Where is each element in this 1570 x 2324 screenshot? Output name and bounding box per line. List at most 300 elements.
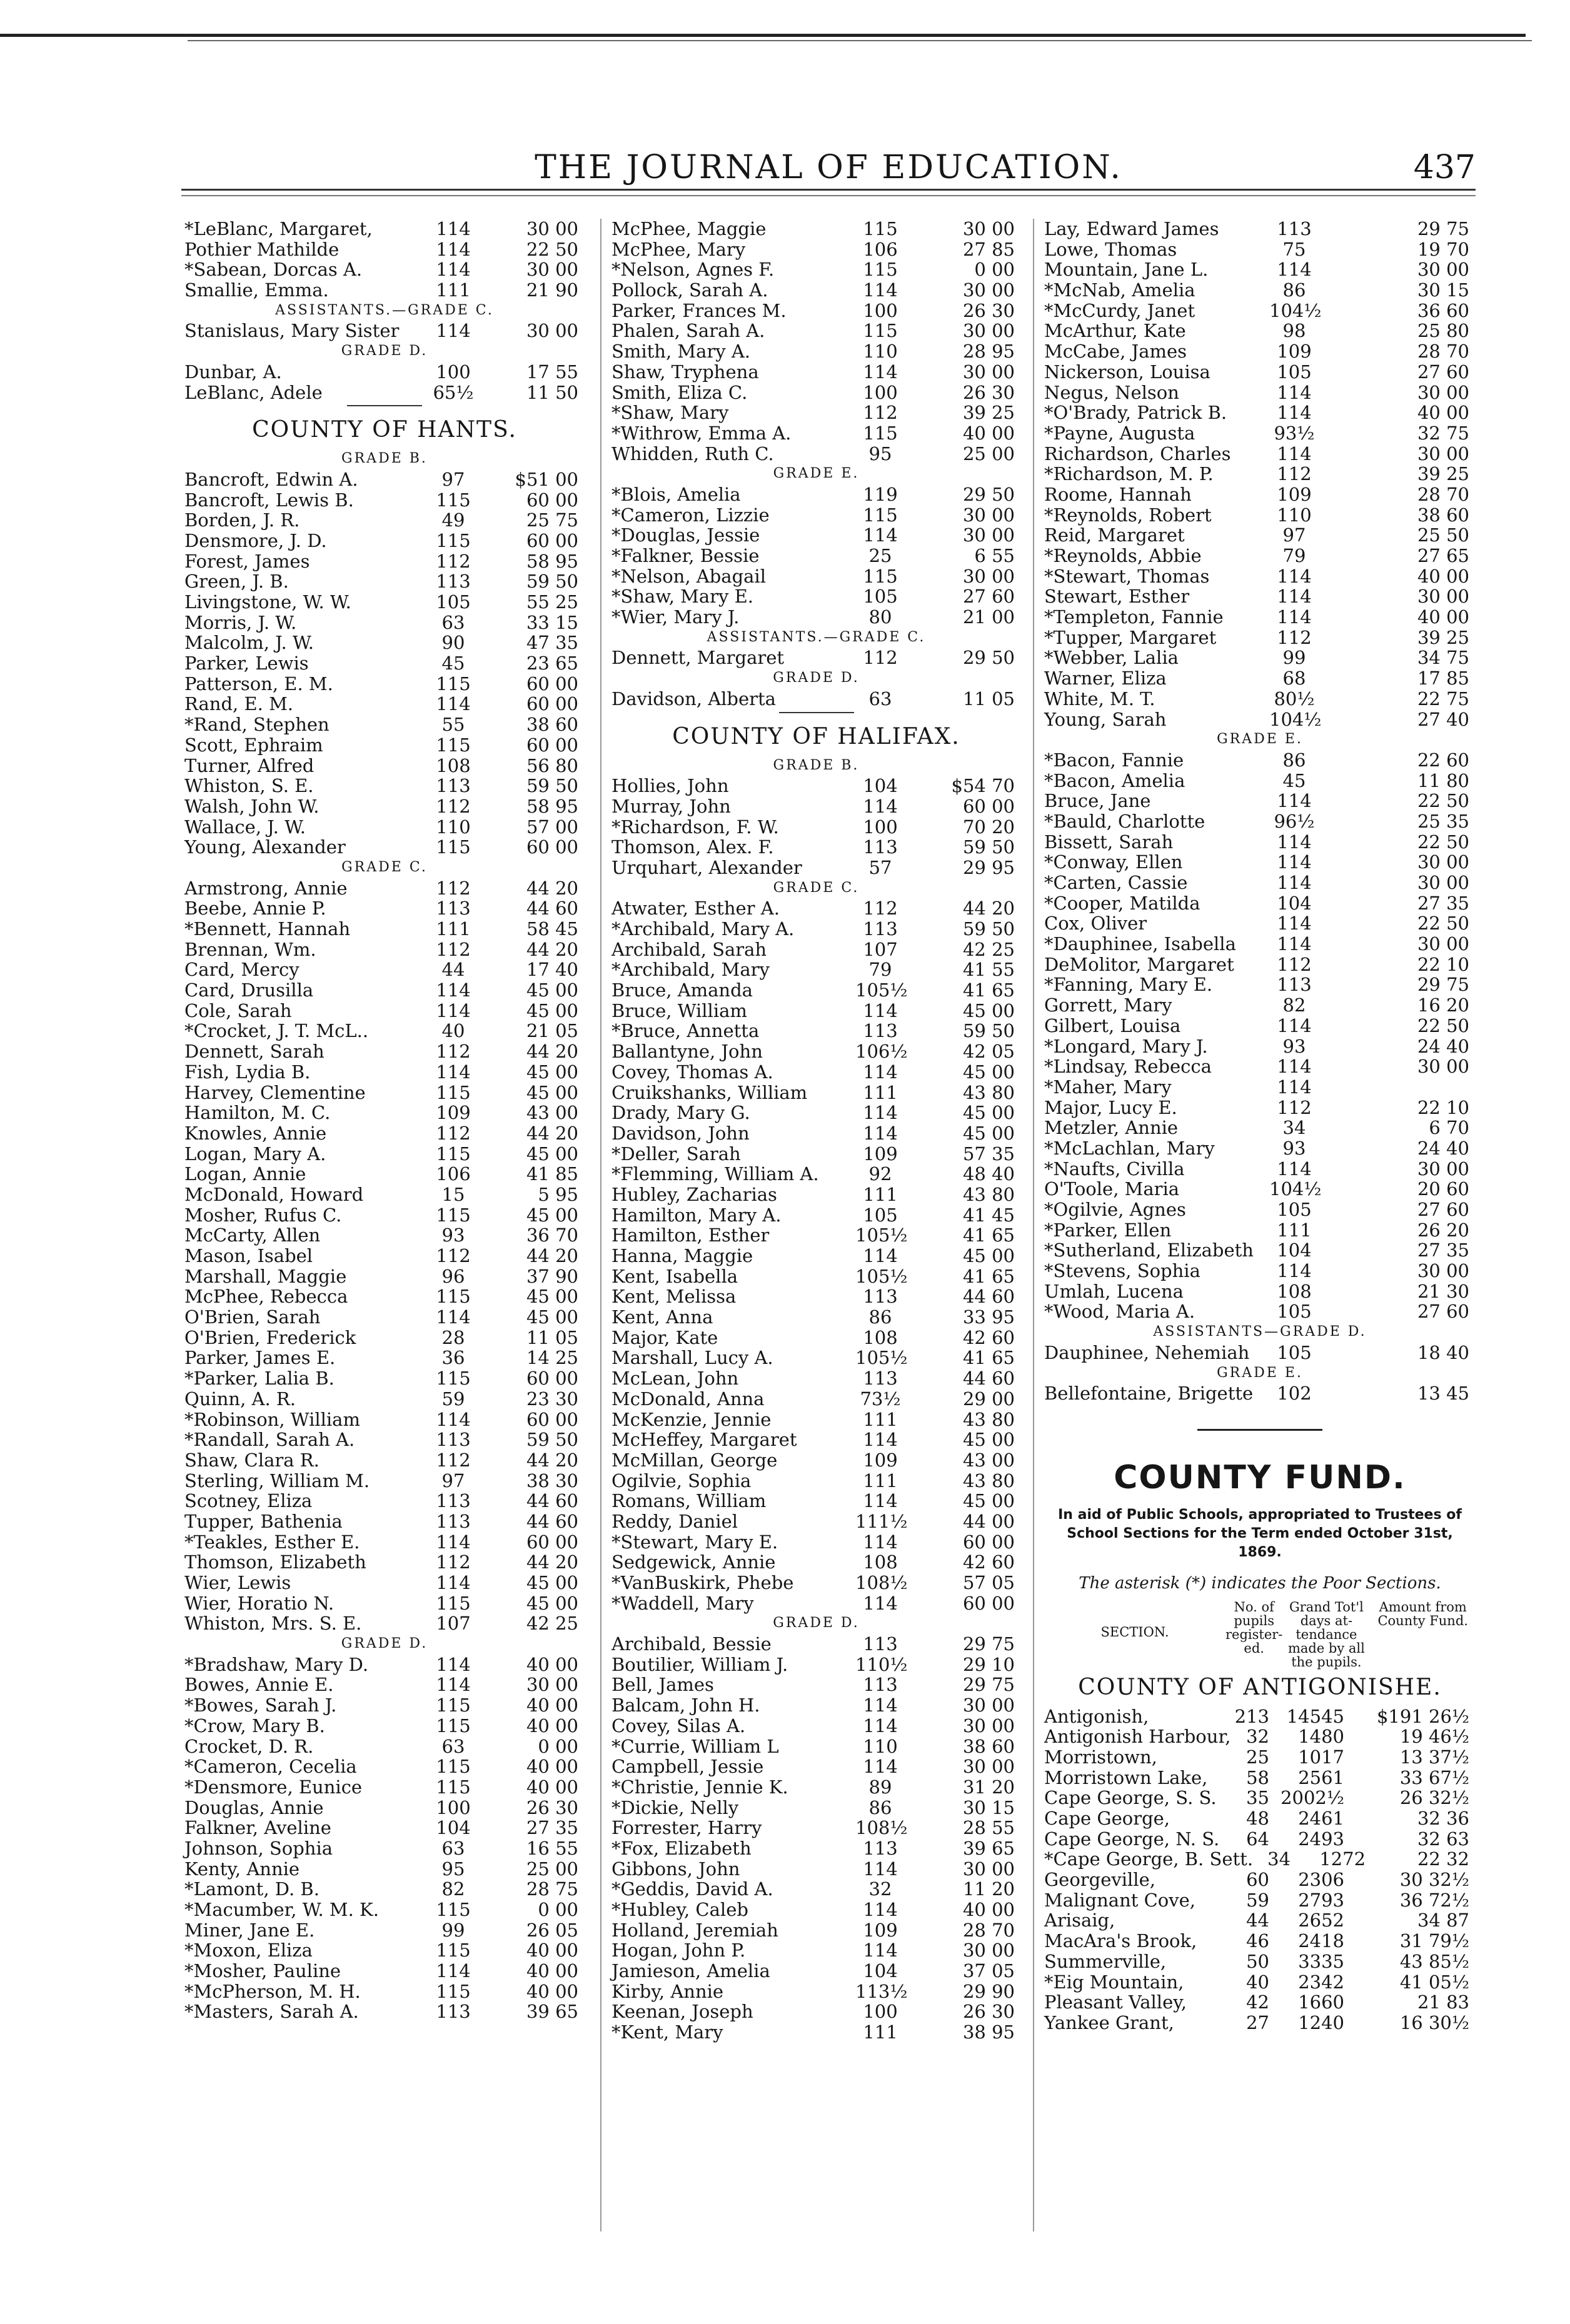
amount-paid: 33 15 bbox=[526, 611, 578, 633]
teacher-row bbox=[611, 1307, 1021, 1328]
pupil-count: 63 bbox=[868, 688, 892, 709]
pupil-count: 115 bbox=[863, 218, 898, 239]
pupil-count: 112 bbox=[1277, 626, 1312, 648]
amount-paid: 44 60 bbox=[962, 1368, 1015, 1390]
teacher-row bbox=[1044, 771, 1476, 791]
teacher-row bbox=[184, 1798, 585, 1818]
amount-paid: 45 00 bbox=[526, 1204, 578, 1226]
fund-row bbox=[1044, 1747, 1476, 1768]
teacher-row bbox=[184, 756, 585, 776]
teacher-row bbox=[184, 1961, 585, 1981]
pupil-count: 114 bbox=[436, 1306, 471, 1328]
teacher-row bbox=[611, 1552, 1021, 1573]
amount-paid: 29 75 bbox=[1417, 218, 1469, 239]
teacher-row bbox=[184, 239, 585, 260]
county-heading: COUNTY OF ANTIGONISHE. bbox=[1078, 1674, 1442, 1700]
teacher-row bbox=[184, 1716, 585, 1736]
fund-amount: 32 63 bbox=[1417, 1828, 1469, 1850]
pupil-count: 28 bbox=[441, 1326, 465, 1348]
teacher-row bbox=[611, 1001, 1021, 1021]
teacher-name: McHeffey, Margaret bbox=[611, 1429, 797, 1451]
amount-paid: 38 60 bbox=[1417, 504, 1469, 526]
fund-table-body bbox=[1044, 1706, 1476, 2033]
pupil-count: 114 bbox=[1277, 381, 1312, 403]
amount-paid: 41 45 bbox=[962, 1204, 1015, 1226]
amount-paid: 60 00 bbox=[962, 795, 1015, 817]
pupil-count: 114 bbox=[863, 1061, 898, 1083]
teacher-name: *Kent, Mary bbox=[611, 2021, 723, 2043]
amount-paid: 59 50 bbox=[962, 836, 1015, 858]
pupil-count: 45 bbox=[441, 653, 465, 674]
teacher-row bbox=[1044, 1056, 1476, 1077]
amount-paid: 34 75 bbox=[1417, 647, 1469, 669]
amount-paid: 14 25 bbox=[526, 1347, 578, 1369]
teacher-name: *Waddell, Mary bbox=[611, 1592, 754, 1614]
header-pupils: No. of pupils register-ed. bbox=[1225, 1599, 1283, 1656]
teacher-name: *Stewart, Mary E. bbox=[611, 1531, 778, 1553]
pupil-count: 115 bbox=[436, 1368, 471, 1390]
teacher-name: *Falkner, Bessie bbox=[611, 545, 760, 566]
teacher-name: O'Toole, Maria bbox=[1044, 1178, 1180, 1200]
fund-row bbox=[1044, 1890, 1476, 1911]
teacher-name: *McPherson, M. H. bbox=[184, 1980, 361, 2002]
amount-paid: 29 95 bbox=[962, 856, 1015, 878]
amount-paid: 40 00 bbox=[962, 422, 1015, 444]
teacher-name: Ogilvie, Sophia bbox=[611, 1470, 752, 1491]
teacher-name: Reddy, Daniel bbox=[611, 1510, 738, 1532]
amount-paid: 26 05 bbox=[526, 1919, 578, 1941]
teacher-name: Johnson, Sophia bbox=[184, 1837, 333, 1859]
amount-paid: 42 25 bbox=[526, 1613, 578, 1635]
teacher-name: *Nelson, Agnes F. bbox=[611, 259, 775, 281]
pupil-count: 114 bbox=[1277, 1076, 1312, 1098]
amount-paid: 11 05 bbox=[962, 688, 1015, 709]
teacher-name: *Masters, Sarah A. bbox=[184, 2001, 359, 2023]
pupil-count: 115 bbox=[436, 1286, 471, 1308]
pupil-count: 111 bbox=[863, 1081, 898, 1103]
amount-paid: 27 60 bbox=[962, 586, 1015, 608]
teacher-name: *Parker, Ellen bbox=[1044, 1219, 1172, 1241]
pupil-count: 115 bbox=[863, 422, 898, 444]
teacher-name: Borden, J. R. bbox=[184, 509, 300, 531]
teacher-name: *Richardson, M. P. bbox=[1044, 463, 1214, 485]
teacher-name: Bruce, William bbox=[611, 999, 747, 1021]
teacher-row bbox=[1044, 709, 1476, 730]
amount-paid: 42 25 bbox=[962, 938, 1015, 960]
county-heading: COUNTY OF HALIFAX. bbox=[672, 723, 960, 749]
amount-paid: 40 00 bbox=[1417, 402, 1469, 424]
teacher-name: Covey, Thomas A. bbox=[611, 1061, 773, 1083]
teacher-row bbox=[1044, 301, 1476, 321]
amount-paid: 59 50 bbox=[526, 775, 578, 797]
teacher-row bbox=[1044, 791, 1476, 811]
teacher-name: *Mosher, Pauline bbox=[184, 1960, 341, 1982]
amount-paid: 39 25 bbox=[1417, 463, 1469, 485]
teacher-row bbox=[611, 959, 1021, 980]
section-name: Cape George, S. S. bbox=[1044, 1787, 1217, 1809]
teacher-name: Bancroft, Edwin A. bbox=[184, 468, 358, 490]
pupil-count: 114 bbox=[1277, 402, 1312, 424]
teacher-name: *LeBlanc, Margaret, bbox=[184, 218, 373, 239]
amount-paid: 60 00 bbox=[526, 673, 578, 694]
teacher-name: O'Brien, Sarah bbox=[184, 1306, 321, 1328]
amount-paid: 57 00 bbox=[526, 816, 578, 838]
teacher-row bbox=[184, 1225, 585, 1246]
teacher-name: Livingstone, W. W. bbox=[184, 591, 351, 613]
pupil-count: 97 bbox=[1282, 524, 1306, 546]
teacher-row bbox=[184, 1940, 585, 1961]
teacher-name: McDonald, Howard bbox=[184, 1183, 364, 1205]
teacher-name: *Sutherland, Elizabeth bbox=[1044, 1240, 1254, 1261]
teacher-row bbox=[184, 633, 585, 653]
section-name: Yankee Grant, bbox=[1044, 2011, 1174, 2033]
teacher-row bbox=[184, 1532, 585, 1553]
pupil-count: 105½ bbox=[855, 1265, 908, 1287]
teacher-name: *Robinson, William bbox=[184, 1408, 360, 1430]
teacher-name: Card, Drusilla bbox=[184, 979, 314, 1001]
amount-paid: 30 00 bbox=[962, 1940, 1015, 1961]
amount-paid: 32 75 bbox=[1417, 422, 1469, 444]
pupil-count: 112 bbox=[436, 877, 471, 899]
pupil-count: 112 bbox=[436, 1041, 471, 1063]
amount-paid: 41 65 bbox=[962, 1225, 1015, 1246]
teacher-row bbox=[1044, 954, 1476, 975]
amount-paid: $54 70 bbox=[951, 775, 1015, 797]
pupil-count: 110 bbox=[863, 1735, 898, 1757]
teacher-row bbox=[184, 1655, 585, 1675]
pupils-registered: 32 bbox=[1246, 1726, 1269, 1748]
pupil-count: 114 bbox=[1277, 851, 1312, 873]
teacher-row bbox=[184, 2001, 585, 2022]
teacher-name: Roome, Hannah bbox=[1044, 483, 1192, 505]
teacher-row bbox=[184, 362, 585, 383]
fund-row bbox=[1044, 1992, 1476, 2013]
amount-paid: 45 00 bbox=[526, 1592, 578, 1614]
pupil-count: 109 bbox=[1277, 341, 1312, 363]
pupil-count: 114 bbox=[436, 1061, 471, 1083]
teacher-row bbox=[184, 1736, 585, 1757]
amount-paid: 44 20 bbox=[526, 1551, 578, 1573]
pupil-count: 102 bbox=[1277, 1383, 1312, 1405]
pupil-count: 105½ bbox=[855, 979, 908, 1001]
teacher-name: Young, Alexander bbox=[184, 836, 346, 858]
pupil-count: 63 bbox=[441, 1837, 465, 1859]
fund-amount: 21 83 bbox=[1417, 1991, 1469, 2013]
teacher-name: Hamilton, Mary A. bbox=[611, 1204, 782, 1226]
teacher-name: Brennan, Wm. bbox=[184, 938, 316, 960]
pupil-count: 97 bbox=[441, 1470, 465, 1491]
teacher-row bbox=[611, 280, 1021, 301]
amount-paid: 17 40 bbox=[526, 959, 578, 981]
section-name: Georgeville, bbox=[1044, 1869, 1155, 1891]
amount-paid: 30 00 bbox=[1417, 872, 1469, 893]
pupil-count: 112 bbox=[436, 1551, 471, 1573]
teacher-row bbox=[611, 586, 1021, 607]
teacher-row bbox=[611, 505, 1021, 526]
teacher-name: Sedgewick, Annie bbox=[611, 1551, 776, 1573]
teacher-row bbox=[1044, 974, 1476, 995]
teacher-row bbox=[184, 531, 585, 551]
amount-paid: 29 90 bbox=[962, 1980, 1015, 2002]
pupil-count: 112 bbox=[436, 1449, 471, 1471]
amount-paid: 38 60 bbox=[962, 1735, 1015, 1757]
teacher-name: McPhee, Rebecca bbox=[184, 1286, 348, 1308]
pupil-count: 115 bbox=[436, 1899, 471, 1920]
amount-paid: $51 00 bbox=[515, 468, 578, 490]
teacher-row bbox=[611, 546, 1021, 566]
section-name: Arisaig, bbox=[1044, 1910, 1115, 1931]
teacher-name: *Rand, Stephen bbox=[184, 714, 330, 736]
pupil-count: 63 bbox=[441, 611, 465, 633]
amount-paid: 31 20 bbox=[962, 1776, 1015, 1798]
pupil-count: 119 bbox=[863, 483, 898, 505]
pupil-count: 115 bbox=[436, 1776, 471, 1798]
pupil-count: 106½ bbox=[855, 1041, 908, 1063]
amount-paid: 39 65 bbox=[962, 1837, 1015, 1859]
amount-paid: 43 80 bbox=[962, 1470, 1015, 1491]
teacher-name: Kirby, Annie bbox=[611, 1980, 724, 2002]
teacher-row bbox=[184, 714, 585, 735]
pupil-count: 114 bbox=[1277, 443, 1312, 464]
teacher-name: *Lindsay, Rebecca bbox=[1044, 1056, 1212, 1078]
teacher-name: O'Brien, Frederick bbox=[184, 1326, 356, 1348]
amount-paid: 29 75 bbox=[962, 1633, 1015, 1655]
amount-paid: 22 10 bbox=[1417, 953, 1469, 975]
teacher-row bbox=[611, 919, 1021, 939]
teacher-name: Kent, Isabella bbox=[611, 1265, 738, 1287]
amount-paid: 27 60 bbox=[1417, 1301, 1469, 1323]
pupil-count: 104½ bbox=[1269, 708, 1322, 730]
pupils-registered: 35 bbox=[1246, 1787, 1269, 1809]
teacher-row bbox=[184, 571, 585, 592]
pupil-count: 32 bbox=[868, 1878, 892, 1900]
pupil-count: 114 bbox=[863, 795, 898, 817]
amount-paid: 40 00 bbox=[526, 1960, 578, 1982]
amount-paid: 37 90 bbox=[526, 1265, 578, 1287]
pupils-registered: 34 bbox=[1267, 1848, 1291, 1870]
pupils-registered: 42 bbox=[1246, 1991, 1269, 2013]
fund-amount: 30 32½ bbox=[1399, 1869, 1469, 1891]
total-attendance: 1272 bbox=[1319, 1848, 1366, 1870]
header-rule-thin bbox=[181, 195, 1476, 196]
pupil-count: 113 bbox=[863, 836, 898, 858]
pupil-count: 105 bbox=[863, 1204, 898, 1226]
fund-row bbox=[1044, 1788, 1476, 1808]
teacher-row bbox=[611, 1838, 1021, 1859]
pupil-count: 111 bbox=[1277, 1219, 1312, 1241]
pupil-count: 99 bbox=[441, 1919, 465, 1941]
teacher-row bbox=[1044, 383, 1476, 403]
total-attendance: 3335 bbox=[1298, 1950, 1344, 1972]
amount-paid: 17 85 bbox=[1417, 668, 1469, 689]
pupil-count: 113 bbox=[863, 1286, 898, 1308]
amount-paid: 44 20 bbox=[526, 1122, 578, 1144]
teacher-row bbox=[184, 592, 585, 613]
teacher-row bbox=[1044, 852, 1476, 873]
pupil-count: 111 bbox=[436, 279, 471, 301]
pupil-count: 113 bbox=[863, 918, 898, 939]
teacher-row bbox=[184, 653, 585, 674]
pupil-count: 112 bbox=[436, 1122, 471, 1144]
teacher-row bbox=[1044, 668, 1476, 689]
teacher-name: *Maher, Mary bbox=[1044, 1076, 1172, 1098]
teacher-row bbox=[1044, 525, 1476, 546]
teacher-name: Pollock, Sarah A. bbox=[611, 279, 768, 301]
teacher-row bbox=[611, 1859, 1021, 1880]
teacher-row bbox=[611, 1695, 1021, 1716]
teacher-name: *Wier, Mary J. bbox=[611, 606, 740, 628]
teacher-name: *Bruce, Annetta bbox=[611, 1020, 760, 1042]
amount-paid: 30 00 bbox=[962, 1695, 1015, 1716]
pupil-count: 114 bbox=[436, 1408, 471, 1430]
amount-paid: 0 00 bbox=[974, 259, 1015, 281]
grade-heading: GRADE B. bbox=[341, 451, 428, 467]
amount-paid: 38 95 bbox=[962, 2021, 1015, 2043]
teacher-name: Ballantyne, John bbox=[611, 1041, 763, 1063]
teacher-name: Gibbons, John bbox=[611, 1858, 740, 1880]
amount-paid: 45 00 bbox=[962, 1490, 1015, 1512]
amount-paid: 60 00 bbox=[962, 1531, 1015, 1553]
amount-paid: 28 70 bbox=[1417, 341, 1469, 363]
teacher-row bbox=[184, 898, 585, 919]
pupil-count: 113 bbox=[436, 571, 471, 593]
amount-paid: 22 50 bbox=[1417, 831, 1469, 853]
teacher-name: *Cameron, Cecelia bbox=[184, 1756, 357, 1778]
amount-paid: 30 15 bbox=[1417, 279, 1469, 301]
header-rule bbox=[181, 189, 1476, 191]
teacher-name: LeBlanc, Adele bbox=[184, 381, 323, 403]
amount-paid: 30 00 bbox=[962, 1756, 1015, 1778]
amount-paid: 29 75 bbox=[962, 1674, 1015, 1696]
pupil-count: 112 bbox=[863, 647, 898, 669]
amount-paid: 11 50 bbox=[526, 381, 578, 403]
column-3-entries bbox=[1044, 219, 1476, 1404]
teacher-name: *Fanning, Mary E. bbox=[1044, 974, 1213, 996]
teacher-name: Campbell, Jessie bbox=[611, 1756, 764, 1778]
teacher-name: Parker, Lewis bbox=[184, 653, 309, 674]
pupil-count: 109 bbox=[863, 1143, 898, 1165]
pupil-count: 115 bbox=[436, 1081, 471, 1103]
teacher-row bbox=[184, 1920, 585, 1941]
teacher-name: *Shaw, Mary E. bbox=[611, 586, 753, 608]
pupil-count: 93 bbox=[1282, 1137, 1306, 1159]
pupil-count: 105 bbox=[1277, 1199, 1312, 1220]
amount-paid: 36 70 bbox=[526, 1225, 578, 1246]
pupil-count: 108 bbox=[863, 1326, 898, 1348]
teacher-name: *Macumber, W. M. K. bbox=[184, 1899, 379, 1920]
teacher-row bbox=[184, 613, 585, 633]
amount-paid: 44 60 bbox=[962, 1286, 1015, 1308]
teacher-name: Drady, Mary G. bbox=[611, 1102, 750, 1124]
teacher-row bbox=[611, 1981, 1021, 2002]
pupil-count: 112 bbox=[436, 1245, 471, 1266]
teacher-row bbox=[184, 219, 585, 239]
amount-paid: 28 70 bbox=[962, 1919, 1015, 1941]
pupil-count: 114 bbox=[863, 1429, 898, 1451]
teacher-row bbox=[184, 280, 585, 301]
amount-paid: 30 00 bbox=[962, 218, 1015, 239]
teacher-row bbox=[184, 1083, 585, 1103]
section-rule bbox=[347, 405, 422, 406]
pupil-count: 115 bbox=[863, 259, 898, 281]
fund-row bbox=[1044, 1768, 1476, 1788]
pupil-count: 57 bbox=[868, 856, 892, 878]
amount-paid: 21 90 bbox=[526, 279, 578, 301]
amount-paid: 19 70 bbox=[1417, 238, 1469, 260]
amount-paid: 22 10 bbox=[1417, 1096, 1469, 1118]
teacher-row bbox=[1044, 893, 1476, 914]
pupil-count: 114 bbox=[436, 238, 471, 260]
teacher-row bbox=[1044, 1383, 1476, 1404]
teacher-row bbox=[184, 1695, 585, 1716]
amount-paid: 41 65 bbox=[962, 979, 1015, 1001]
total-attendance: 2652 bbox=[1298, 1910, 1344, 1931]
amount-paid: 29 10 bbox=[962, 1653, 1015, 1675]
teacher-row bbox=[184, 1777, 585, 1798]
teacher-name: Forest, James bbox=[184, 550, 310, 572]
teacher-row bbox=[611, 321, 1021, 341]
teacher-name: Metzler, Annie bbox=[1044, 1117, 1179, 1139]
teacher-name: *Deller, Sarah bbox=[611, 1143, 741, 1165]
teacher-name: Rand, E. M. bbox=[184, 693, 293, 715]
amount-paid: 57 35 bbox=[962, 1143, 1015, 1165]
teacher-row bbox=[611, 1041, 1021, 1062]
pupil-count: 80½ bbox=[1274, 688, 1315, 709]
pupil-count: 96 bbox=[441, 1265, 465, 1287]
amount-paid: 25 80 bbox=[1417, 320, 1469, 342]
teacher-name: Davidson, John bbox=[611, 1122, 750, 1144]
teacher-name: *Parker, Lalia B. bbox=[184, 1368, 335, 1390]
teacher-name: *Blois, Amelia bbox=[611, 483, 741, 505]
grade-heading: GRADE B. bbox=[773, 757, 860, 773]
teacher-name: *Dickie, Nelly bbox=[611, 1796, 739, 1818]
amount-paid: 44 60 bbox=[526, 1490, 578, 1512]
fund-amount: 31 79½ bbox=[1399, 1930, 1469, 1952]
teacher-row bbox=[611, 1368, 1021, 1389]
teacher-name: Armstrong, Annie bbox=[184, 877, 348, 899]
amount-paid: 0 00 bbox=[538, 1899, 578, 1920]
pupil-count: 104½ bbox=[1269, 299, 1322, 321]
pupil-count: 25 bbox=[868, 545, 892, 566]
pupil-count: 108 bbox=[863, 1551, 898, 1573]
amount-paid: 23 65 bbox=[526, 653, 578, 674]
teacher-row bbox=[1044, 586, 1476, 607]
teacher-name: *Templeton, Fannie bbox=[1044, 606, 1224, 628]
amount-paid: 60 00 bbox=[526, 693, 578, 715]
teacher-row bbox=[1044, 1281, 1476, 1302]
fund-row bbox=[1044, 1931, 1476, 1951]
teacher-name: Stewart, Esther bbox=[1044, 586, 1190, 608]
county-fund-title: COUNTY FUND. bbox=[1114, 1458, 1406, 1496]
pupil-count: 108 bbox=[1277, 1280, 1312, 1302]
pupil-count: 93 bbox=[441, 1225, 465, 1246]
pupil-count: 111 bbox=[863, 2021, 898, 2043]
pupil-count: 82 bbox=[441, 1878, 465, 1900]
grade-heading: GRADE C. bbox=[773, 879, 860, 896]
page-number: 437 bbox=[1413, 149, 1476, 186]
teacher-name: *Nelson, Abagail bbox=[611, 565, 766, 587]
pupil-count: 45 bbox=[1282, 769, 1306, 791]
teacher-row bbox=[1044, 546, 1476, 566]
teacher-row bbox=[1044, 934, 1476, 954]
fund-row bbox=[1044, 1849, 1476, 1870]
teacher-row bbox=[1044, 811, 1476, 832]
teacher-name: Bruce, Amanda bbox=[611, 979, 753, 1001]
pupil-count: 114 bbox=[863, 1899, 898, 1920]
teacher-row bbox=[1044, 464, 1476, 484]
pupil-count: 106 bbox=[436, 1163, 471, 1185]
grade-heading: ASSISTANTS.—GRADE C. bbox=[275, 302, 494, 318]
